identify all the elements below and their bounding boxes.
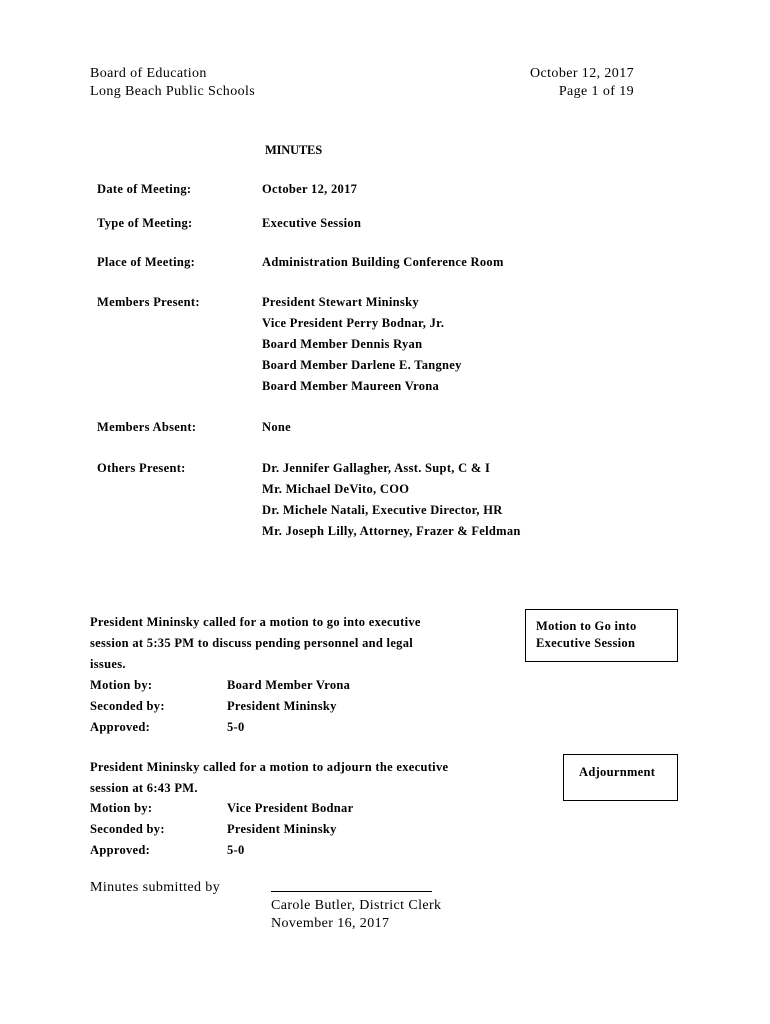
member-present: Board Member Maureen Vrona [262,379,440,393]
motion2-approved-label: Approved: [90,843,151,857]
motion1-text-line: issues. [90,657,126,671]
submitted-by-label: Minutes submitted by [90,880,221,895]
page-number: Page 1 of 19 [558,84,634,99]
header-date: October 12, 2017 [530,66,634,81]
signature-line [271,876,432,892]
members-present-label: Members Present: [97,295,200,309]
motion1-seconded-value: President Mininsky [227,699,337,713]
org-district: Long Beach Public Schools [90,84,256,99]
motion1-motion-value: Board Member Vrona [227,678,351,692]
motion-sidebar-line: Executive Session [536,636,636,650]
motion2-motion-value: Vice President Bodnar [227,801,354,815]
meeting-place-value: Administration Building Conference Room [262,255,504,269]
org-name: Board of Education [90,66,207,81]
adjournment-label: Adjournment [579,765,656,779]
motion2-seconded-value: President Mininsky [227,822,337,836]
meeting-type-label: Type of Meeting: [97,216,193,230]
motion2-text-line: President Mininsky called for a motion to adjourn the executive [90,760,449,774]
motion1-approved-value: 5-0 [227,720,245,734]
motion1-text-line: President Mininsky called for a motion to go into executive [90,615,421,629]
meeting-type-value: Executive Session [262,216,362,230]
member-present: Board Member Darlene E. Tangney [262,358,462,372]
motion-sidebar-line: Motion to Go into [536,619,637,633]
motion2-text-line: session at 6:43 PM. [90,781,198,795]
meeting-place-label: Place of Meeting: [97,255,196,269]
other-present: Dr. Michele Natali, Executive Director, HR [262,503,503,517]
motion2-approved-value: 5-0 [227,843,245,857]
adjournment-sidebar-box [563,754,678,801]
meeting-date-value: October 12, 2017 [262,182,358,196]
motion-sidebar-box [525,609,678,662]
motion2-motion-label: Motion by: [90,801,153,815]
others-present-label: Others Present: [97,461,186,475]
motion1-seconded-label: Seconded by: [90,699,165,713]
clerk-name: Carole Butler, District Clerk [271,898,442,913]
members-absent-label: Members Absent: [97,420,197,434]
motion1-text-line: session at 5:35 PM to discuss pending personnel and legal [90,636,414,650]
other-present: Dr. Jennifer Gallagher, Asst. Supt, C & I [262,461,491,475]
member-present: President Stewart Mininsky [262,295,419,309]
motion1-motion-label: Motion by: [90,678,153,692]
submitted-date: November 16, 2017 [271,916,390,931]
member-present: Vice President Perry Bodnar, Jr. [262,316,445,330]
page-title: MINUTES [265,143,322,157]
other-present: Mr. Michael DeVito, COO [262,482,410,496]
other-present: Mr. Joseph Lilly, Attorney, Frazer & Feldman [262,524,521,538]
motion1-approved-label: Approved: [90,720,151,734]
member-present: Board Member Dennis Ryan [262,337,423,351]
motion2-seconded-label: Seconded by: [90,822,165,836]
members-absent-value: None [262,420,291,434]
meeting-date-label: Date of Meeting: [97,182,192,196]
